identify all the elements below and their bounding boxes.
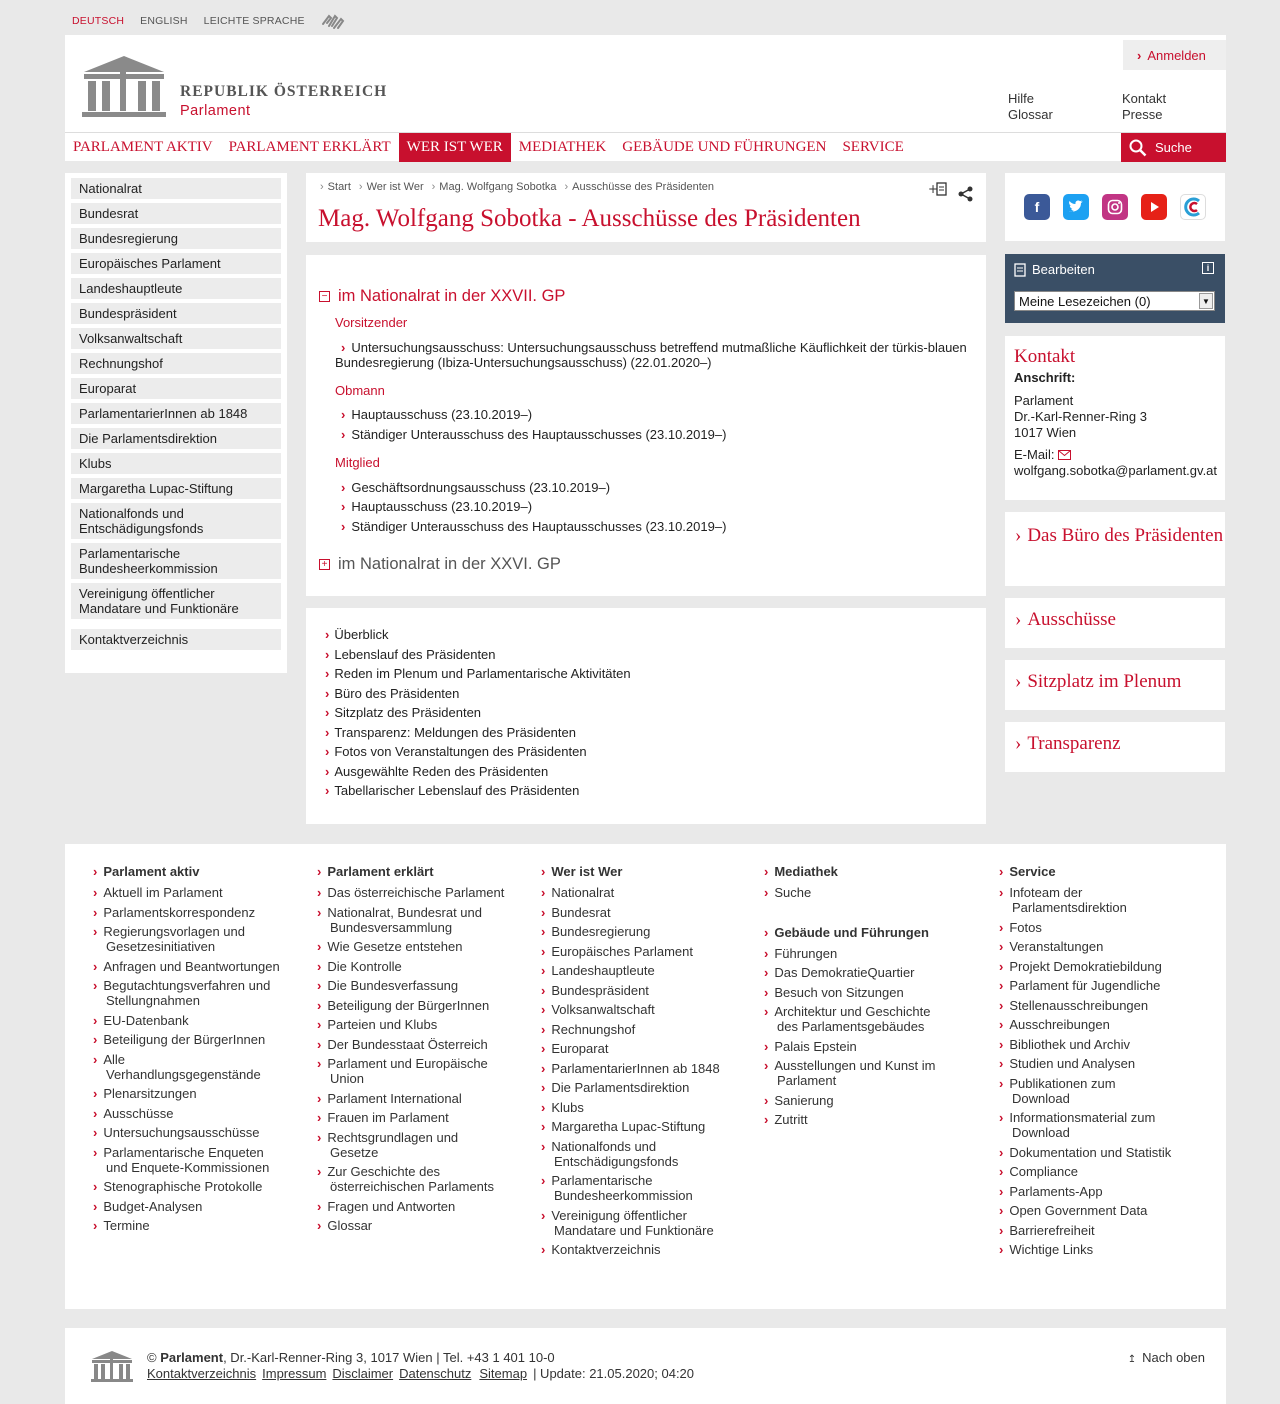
footer-link[interactable]: › Führungen xyxy=(764,946,954,961)
footer-heading[interactable]: › Gebäude und Führungen xyxy=(764,925,954,940)
sidebar-item[interactable]: Volksanwaltschaft xyxy=(71,328,281,349)
expand-icon: + xyxy=(319,559,330,570)
sidebar-item[interactable]: Margaretha Lupac-Stiftung xyxy=(71,478,281,499)
related-link[interactable]: › Transparenz: Meldungen des Präsidenten xyxy=(325,725,576,740)
press-link[interactable]: Presse xyxy=(1122,107,1163,122)
sidebar-item[interactable]: ParlamentarierInnen ab 1848 xyxy=(71,403,281,424)
footer-link[interactable]: › ParlamentarierInnen ab 1848 xyxy=(541,1061,721,1076)
back-to-top-button[interactable] xyxy=(1128,1350,1205,1365)
footer-col-parlament-aktiv xyxy=(93,864,283,1238)
contact-title: Kontakt xyxy=(1014,346,1076,367)
footer-link[interactable]: › Zutritt xyxy=(764,1112,954,1127)
committee-entry[interactable]: › Hauptausschuss (23.10.2019–) xyxy=(335,407,975,422)
footer-col-wer-ist-wer xyxy=(541,864,721,1262)
related-link[interactable]: › Lebenslauf des Präsidenten xyxy=(325,647,496,662)
related-link[interactable]: › Überblick xyxy=(325,627,389,642)
footer-link[interactable]: › Nationalrat xyxy=(541,885,721,900)
sign-language-icon[interactable] xyxy=(321,10,345,33)
footer-link[interactable]: › Vereinigung öffentlicher Mandatare und Funktionäre xyxy=(541,1208,721,1238)
footer-link[interactable]: › Ausstellungen und Kunst im Parlament xyxy=(764,1058,954,1088)
footer-link[interactable]: › Suche xyxy=(764,885,954,900)
footer-link[interactable]: › Wichtige Links xyxy=(999,1242,1174,1257)
footer-link[interactable]: › Zur Geschichte des österreichischen Parlaments xyxy=(317,1164,507,1194)
sidebar-item[interactable]: Kontaktverzeichnis xyxy=(71,629,281,650)
footer-link-disclaimer[interactable]: Disclaimer xyxy=(332,1366,394,1381)
footer-link[interactable]: › Stellenausschreibungen xyxy=(999,998,1174,1013)
bottom-bar xyxy=(65,1328,1226,1404)
svg-text:+: + xyxy=(928,182,939,196)
nav-parlament-erklaert[interactable]: PARLAMENT ERKLÄRT xyxy=(228,139,391,155)
bookmarks-select[interactable] xyxy=(1014,291,1215,311)
footer-link[interactable]: › Veranstaltungen xyxy=(999,939,1174,954)
link-box-label: Ausschüsse xyxy=(1027,609,1116,630)
footer-heading[interactable]: › Mediathek xyxy=(764,864,954,879)
address-block xyxy=(1014,393,1216,441)
nav-mediathek[interactable]: MEDIATHEK xyxy=(518,139,607,155)
contact-link[interactable]: Kontakt xyxy=(1122,91,1167,106)
footer-link[interactable]: › Architektur und Geschichte des Parlamentsgebäudes xyxy=(764,1004,954,1034)
section-xxvi[interactable] xyxy=(319,555,561,574)
footer-link[interactable]: › Margaretha Lupac-Stiftung xyxy=(541,1119,721,1134)
chevron-down-icon: ▼ xyxy=(1199,293,1213,309)
lang-deutsch[interactable]: DEUTSCH xyxy=(72,15,125,27)
address-line: Parlament xyxy=(1014,393,1074,408)
footer-link[interactable]: › Volksanwaltschaft xyxy=(541,1002,721,1017)
footer-link-kontaktverzeichnis[interactable]: Kontaktverzeichnis xyxy=(147,1366,257,1381)
breadcrumb-item: › Ausschüsse des Präsidenten xyxy=(565,181,715,193)
footer-link[interactable]: › Aktuell im Parlament xyxy=(93,885,283,900)
nav-service[interactable]: SERVICE xyxy=(842,139,904,155)
section-xxvii-title: im Nationalrat in der XXVII. GP xyxy=(338,287,566,305)
collapse-icon: − xyxy=(319,291,330,302)
org-address: , Dr.-Karl-Renner-Ring 3, 1017 Wien | Tel. +43 1 401 10-0 xyxy=(223,1350,555,1365)
breadcrumb-item[interactable]: › Mag. Wolfgang Sobotka xyxy=(432,181,557,193)
youtube-icon[interactable] xyxy=(1141,194,1167,220)
facebook-icon[interactable]: f xyxy=(1024,194,1050,220)
footer-link[interactable]: › Klubs xyxy=(541,1100,721,1115)
footer-link[interactable]: › Landeshauptleute xyxy=(541,963,721,978)
footer-link[interactable]: › Fotos xyxy=(999,920,1174,935)
language-bar xyxy=(72,13,345,29)
footer-link[interactable]: › Publikationen zum Download xyxy=(999,1076,1174,1106)
footer-link[interactable]: › Studien und Analysen xyxy=(999,1056,1174,1071)
parliament-logo-icon[interactable] xyxy=(80,54,168,118)
footer-link[interactable]: › Glossar xyxy=(317,1218,507,1233)
footer-link[interactable]: › Informationsmaterial zum Download xyxy=(999,1110,1174,1140)
footer-link[interactable]: › Budget-Analysen xyxy=(93,1199,283,1214)
footer-link[interactable]: › Plenarsitzungen xyxy=(93,1086,283,1101)
sidebar-item[interactable]: Rechnungshof xyxy=(71,353,281,374)
lang-leichte-sprache[interactable]: LEICHTE SPRACHE xyxy=(203,15,305,27)
footer-link[interactable]: › Europarat xyxy=(541,1041,721,1056)
role-label: Mitglied xyxy=(335,455,380,470)
footer-sitemap xyxy=(65,844,1226,1309)
footer-link[interactable]: › Anfragen und Beantwortungen xyxy=(93,959,283,974)
sidebar-item[interactable]: Bundesregierung xyxy=(71,228,281,249)
sidebar-item[interactable]: Parlamentarische Bundesheerkommission xyxy=(71,543,281,579)
footer-link[interactable]: › Besuch von Sitzungen xyxy=(764,985,954,1000)
footer-link[interactable]: › Infoteam der Parlamentsdirektion xyxy=(999,885,1174,915)
committees-card xyxy=(306,255,986,596)
glossary-link[interactable]: Glossar xyxy=(1008,107,1053,122)
footer-link[interactable]: › Parlamentarische Bundesheerkommission xyxy=(541,1173,721,1203)
committee-entry[interactable]: › Geschäftsordnungsausschuss (23.10.2019–) xyxy=(335,480,975,495)
footer-link[interactable]: › Parlaments-App xyxy=(999,1184,1174,1199)
footer-link[interactable]: › Barrierefreiheit xyxy=(999,1223,1174,1238)
legal-links xyxy=(147,1366,694,1381)
footer-link[interactable]: › Die Parlamentsdirektion xyxy=(541,1080,721,1095)
footer-link[interactable]: › Alle Verhandlungsgegenstände xyxy=(93,1052,283,1082)
footer-link[interactable]: › Europäisches Parlament xyxy=(541,944,721,959)
arrow-up-icon: ↥ xyxy=(1127,1354,1137,1365)
instagram-icon[interactable] xyxy=(1102,194,1128,220)
page-title: Mag. Wolfgang Sobotka - Ausschüsse des Präsidenten xyxy=(318,205,861,232)
footer-link[interactable]: › Compliance xyxy=(999,1164,1174,1179)
org-name: Parlament xyxy=(160,1350,224,1365)
sidebar-item[interactable]: Bundesrat xyxy=(71,203,281,224)
copyright-symbol: © xyxy=(147,1350,161,1365)
related-link[interactable]: › Reden im Plenum und Parlamentarische Aktivitäten xyxy=(325,666,631,681)
nav-gebaeude[interactable]: GEBÄUDE UND FÜHRUNGEN xyxy=(622,139,827,155)
footer-link[interactable]: › Bundesregierung xyxy=(541,924,721,939)
footer-link[interactable]: › Begutachtungsverfahren und Stellungnahmen xyxy=(93,978,283,1008)
footer-link[interactable]: › Rechtsgrundlagen und Gesetze xyxy=(317,1130,507,1160)
footer-heading[interactable]: › Wer ist Wer xyxy=(541,864,721,879)
committee-entry[interactable]: › Ständiger Unterausschuss des Hauptausschusses (23.10.2019–) xyxy=(335,519,975,534)
role-label: Obmann xyxy=(335,383,385,398)
footer-link[interactable]: › Ausschüsse xyxy=(93,1106,283,1121)
footer-link[interactable]: › Parlament und Europäische Union xyxy=(317,1056,507,1086)
breadcrumb-item[interactable]: › Start xyxy=(320,181,351,193)
link-box-ausschuesse[interactable] xyxy=(1005,598,1225,648)
sidebar-item[interactable]: Landeshauptleute xyxy=(71,278,281,299)
back-to-top-label: Nach oben xyxy=(1142,1350,1205,1365)
help-link[interactable]: Hilfe xyxy=(1008,91,1035,106)
util-col-1 xyxy=(1008,91,1053,123)
footer-link[interactable]: › Wie Gesetze entstehen xyxy=(317,939,507,954)
footer-link[interactable]: › Die Bundesverfassung xyxy=(317,978,507,993)
footer-link[interactable]: › Bibliothek und Archiv xyxy=(999,1037,1174,1052)
footer-link[interactable]: › Palais Epstein xyxy=(764,1039,954,1054)
contact-card xyxy=(1005,336,1225,500)
footer-link[interactable]: › Beteiligung der BürgerInnen xyxy=(93,1032,283,1047)
search-label: Suche xyxy=(1155,140,1192,155)
sidebar-item[interactable]: Europäisches Parlament xyxy=(71,253,281,274)
footer-link[interactable]: › Nationalrat, Bundesrat und Bundesversammlung xyxy=(317,905,507,935)
bookmarks-label: Bearbeiten xyxy=(1032,262,1095,277)
footer-heading[interactable]: › Parlament erklärt xyxy=(317,864,507,879)
breadcrumb-item[interactable]: › Wer ist Wer xyxy=(359,181,424,193)
footer-link[interactable]: › EU-Datenbank xyxy=(93,1013,283,1028)
section-xxvi-title: im Nationalrat in der XXVI. GP xyxy=(338,555,561,573)
related-links-card xyxy=(306,608,986,824)
site-header xyxy=(65,35,1226,161)
sidebar-item[interactable]: Europarat xyxy=(71,378,281,399)
copyright-line xyxy=(147,1350,555,1365)
email-row xyxy=(1014,447,1216,462)
sidebar-item[interactable]: Nationalrat xyxy=(71,178,281,199)
mail-icon xyxy=(1058,450,1071,460)
footer-link[interactable]: › Regierungsvorlagen und Gesetzesinitiativen xyxy=(93,924,283,954)
footer-link[interactable]: › Nationalfonds und Entschädigungsfonds xyxy=(541,1139,721,1169)
address-label: Anschrift: xyxy=(1014,370,1076,385)
sidebar-item[interactable]: Vereinigung öffentlicher Mandatare und Funktionäre xyxy=(71,583,281,619)
title-card xyxy=(306,173,986,242)
footer-link[interactable]: › Stenographische Protokolle xyxy=(93,1179,283,1194)
footer-link[interactable]: › Sanierung xyxy=(764,1093,954,1108)
footer-heading[interactable]: › Service xyxy=(999,864,1174,879)
lang-english[interactable]: ENGLISH xyxy=(140,15,188,27)
footer-col-service xyxy=(999,864,1174,1262)
footer-link[interactable]: › Fragen und Antworten xyxy=(317,1199,507,1214)
footer-col-parlament-erklaert xyxy=(317,864,507,1238)
address-line: Dr.-Karl-Renner-Ring 3 xyxy=(1014,409,1147,424)
bookmark-icon xyxy=(1014,263,1026,277)
footer-link[interactable]: › Parlament für Jugendliche xyxy=(999,978,1174,993)
committee-entry[interactable]: › Hauptausschuss (23.10.2019–) xyxy=(335,499,975,514)
footer-link[interactable]: › Parteien und Klubs xyxy=(317,1017,507,1032)
footer-link-impressum[interactable]: Impressum xyxy=(262,1366,327,1381)
footer-link[interactable]: › Bundesrat xyxy=(541,905,721,920)
info-icon[interactable]: i xyxy=(1202,262,1214,274)
footer-link[interactable]: › Die Kontrolle xyxy=(317,959,507,974)
footer-link[interactable]: › Parlament International xyxy=(317,1091,507,1106)
parliament-small-logo-icon xyxy=(90,1350,134,1385)
footer-link[interactable]: › Open Government Data xyxy=(999,1203,1174,1218)
footer-link[interactable]: › Untersuchungsausschüsse xyxy=(93,1125,283,1140)
bookmarks-panel xyxy=(1005,254,1225,323)
related-link[interactable]: › Fotos von Veranstaltungen des Präsidenten xyxy=(325,744,587,759)
link-box-transparenz[interactable] xyxy=(1005,722,1225,772)
bookmarks-select-value: Meine Lesezeichen (0) xyxy=(1019,294,1151,309)
spacer xyxy=(764,905,954,925)
section-xxvii[interactable] xyxy=(319,287,565,306)
footer-link[interactable]: › Termine xyxy=(93,1218,283,1233)
breadcrumb xyxy=(320,181,714,193)
sidebar-item[interactable]: Die Parlamentsdirektion xyxy=(71,428,281,449)
nav-wer-ist-wer[interactable]: WER IST WER xyxy=(399,133,511,162)
social-links xyxy=(1005,173,1225,241)
committee-entry[interactable]: › Untersuchungsausschuss: Untersuchungsausschuss betreffend mutmaßliche Käuflichkeit der türkis-blauen Bundesregierung (Ibiza-Untersuchungsausschuss) (22.01.2020–) xyxy=(335,340,975,370)
brand-title: REPUBLIK ÖSTERREICH xyxy=(180,83,388,100)
related-link[interactable]: › Tabellarischer Lebenslauf des Präsidenten xyxy=(325,783,579,798)
related-link[interactable]: › Sitzplatz des Präsidenten xyxy=(325,705,481,720)
footer-link[interactable]: › Bundespräsident xyxy=(541,983,721,998)
nav-parlament-aktiv[interactable]: PARLAMENT AKTIV xyxy=(73,139,213,155)
related-link[interactable]: › Ausgewählte Reden des Präsidenten xyxy=(325,764,548,779)
twitter-icon[interactable] xyxy=(1063,194,1089,220)
footer-link[interactable]: › Dokumentation und Statistik xyxy=(999,1145,1174,1160)
util-col-2 xyxy=(1122,91,1166,123)
sidebar-nav xyxy=(65,173,287,673)
footer-link[interactable]: › Kontaktverzeichnis xyxy=(541,1242,721,1257)
bookmark-add-icon[interactable] xyxy=(928,181,948,202)
link-box-label: Sitzplatz im Plenum xyxy=(1027,671,1182,692)
footer-link[interactable]: › Parlamentarische Enqueten und Enquete-Kommissionen xyxy=(93,1145,283,1175)
address-line: 1017 Wien xyxy=(1014,425,1077,440)
search-icon xyxy=(1129,139,1147,157)
footer-link[interactable]: › Ausschreibungen xyxy=(999,1017,1174,1032)
main-nav xyxy=(65,132,1226,161)
link-box-label: Transparenz xyxy=(1027,733,1121,754)
footer-link-datenschutz[interactable]: Datenschutz xyxy=(399,1366,472,1381)
share-icon[interactable] xyxy=(958,186,974,205)
sidebar-item[interactable]: Nationalfonds und Entschädigungsfonds xyxy=(71,503,281,539)
footer-link[interactable]: › Das DemokratieQuartier xyxy=(764,965,954,980)
brand-subtitle: Parlament xyxy=(180,103,251,119)
sidebar-item[interactable]: Bundespräsident xyxy=(71,303,281,324)
email-label: E-Mail: xyxy=(1014,447,1055,462)
sidebar-item[interactable]: Klubs xyxy=(71,453,281,474)
email-link[interactable]: wolfgang.sobotka@parlament.gv.at xyxy=(1014,463,1218,478)
footer-link[interactable]: › Beteiligung der BürgerInnen xyxy=(317,998,507,1013)
update-date: | Update: 21.05.2020; 04:20 xyxy=(533,1366,695,1381)
related-link[interactable]: › Büro des Präsidenten xyxy=(325,686,459,701)
committee-entry[interactable]: › Ständiger Unterausschuss des Hauptausschusses (23.10.2019–) xyxy=(335,427,975,442)
footer-link[interactable]: › Projekt Demokratiebildung xyxy=(999,959,1174,974)
link-box-sitzplatz[interactable] xyxy=(1005,660,1225,710)
search-button[interactable] xyxy=(1121,133,1226,162)
footer-link[interactable]: › Das österreichische Parlament xyxy=(317,885,507,900)
role-label: Vorsitzender xyxy=(335,315,408,330)
footer-link[interactable]: › Der Bundesstaat Österreich xyxy=(317,1037,507,1052)
link-box-label: Das Büro des Präsidenten xyxy=(1027,525,1224,546)
login-button[interactable]: › Anmelden xyxy=(1123,40,1226,70)
footer-link-sitemap[interactable]: Sitemap xyxy=(479,1366,528,1381)
link-box-buero[interactable] xyxy=(1005,512,1225,586)
footer-heading[interactable]: › Parlament aktiv xyxy=(93,864,283,879)
footer-link[interactable]: › Rechnungshof xyxy=(541,1022,721,1037)
footer-link[interactable]: › Frauen im Parlament xyxy=(317,1110,507,1125)
footer-col-mediathek xyxy=(764,864,954,1132)
demokratiewebstatt-icon[interactable] xyxy=(1180,194,1206,220)
footer-link[interactable]: › Parlamentskorrespondenz xyxy=(93,905,283,920)
